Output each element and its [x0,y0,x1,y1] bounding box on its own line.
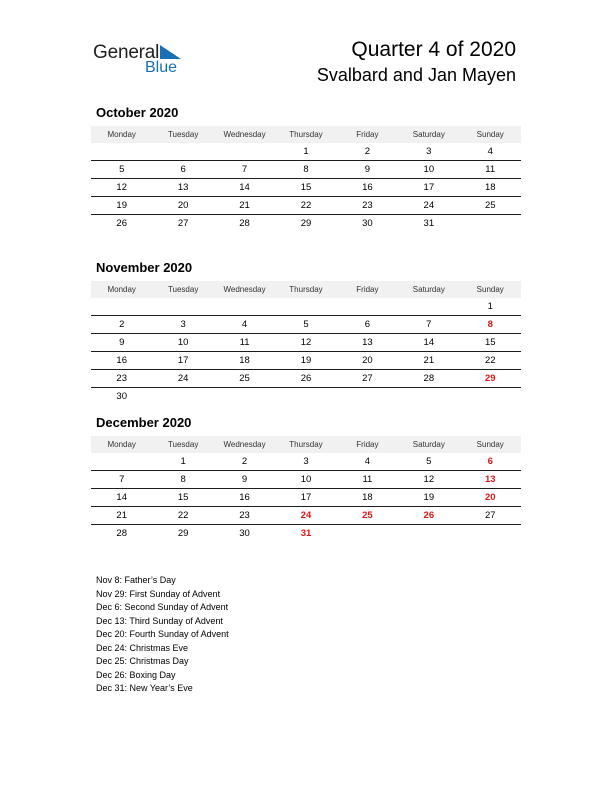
day-cell: 3 [426,146,432,157]
week-row [91,388,521,405]
page-title: Quarter 4 of 2020 [351,38,516,61]
month-title: October 2020 [96,105,179,120]
day-cell: 4 [241,319,248,330]
day-cell: 6 [364,319,371,330]
day-cell: 6 [180,164,186,175]
day-cell: 11 [485,164,496,175]
holiday-note: Dec 20: Fourth Sunday of Advent [96,629,229,639]
day-cell: 24 [177,373,189,384]
day-cell: 17 [177,355,189,366]
day-cell: 30 [239,528,250,539]
weekday-label: Sunday [476,440,504,449]
day-cell: 16 [362,182,373,193]
day-cell: 9 [119,337,125,348]
day-cell: 20 [362,355,373,366]
weekday-header-row [91,281,521,298]
day-cell-holiday: 26 [423,510,435,521]
weekday-label: Tuesday [167,440,199,449]
day-cell-holiday: 13 [484,474,496,485]
holiday-notes [96,574,229,696]
weekday-label: Tuesday [167,285,199,294]
day-cell: 11 [239,337,250,348]
week-row [91,507,521,525]
day-cell: 7 [241,164,248,175]
week-row [91,316,521,334]
logo-triangle-icon [160,42,182,60]
day-cell: 8 [303,164,309,175]
weekday-header-row [91,436,521,453]
weekday-label: Saturday [412,285,445,294]
day-cell: 30 [116,391,127,402]
day-cell: 26 [116,218,127,229]
weekday-label: Thursday [289,130,323,139]
day-cell: 25 [484,200,496,211]
weekday-label: Sunday [476,130,504,139]
day-cell-holiday: 24 [300,510,312,521]
weekday-label: Thursday [289,285,323,294]
day-cell: 15 [300,182,312,193]
weekday-label: Wednesday [223,440,266,449]
day-cell: 1 [180,456,186,467]
month-title: November 2020 [96,260,193,275]
day-cell: 17 [423,182,435,193]
day-cell: 7 [426,319,432,330]
day-cell: 25 [239,373,250,384]
holiday-note: Dec 6: Second Sunday of Advent [96,602,229,612]
day-cell: 19 [300,355,312,366]
day-cell-holiday: 31 [300,528,312,539]
day-cell: 15 [484,337,496,348]
day-cell: 28 [423,373,435,384]
day-cell: 23 [362,200,373,211]
holiday-note: Nov 29: First Sunday of Advent [96,588,221,599]
day-cell: 30 [362,218,373,229]
week-row [91,161,521,179]
day-cell: 16 [239,492,250,503]
day-cell: 11 [362,474,373,485]
weekday-label: Monday [107,130,136,139]
day-cell: 10 [177,337,189,348]
page-subtitle: Svalbard and Jan Mayen [316,65,516,85]
day-cell: 10 [423,164,435,175]
weekday-label: Monday [107,285,136,294]
day-cell: 2 [364,146,371,157]
weekday-label: Friday [356,285,379,294]
day-cell: 24 [423,200,435,211]
day-cell: 7 [119,474,125,485]
day-cell: 28 [116,528,127,539]
day-cell: 5 [119,164,125,175]
week-row [91,179,521,197]
week-row [91,525,521,542]
day-cell: 9 [364,164,371,175]
holiday-note: Nov 8: Father’s Day [96,575,176,585]
month-calendar [91,260,521,405]
week-row [91,215,521,232]
day-cell: 21 [116,510,127,521]
day-cell: 16 [116,355,127,366]
day-cell: 9 [241,474,248,485]
day-cell: 19 [116,200,127,211]
day-cell: 22 [484,355,496,366]
day-cell: 2 [241,456,248,467]
day-cell: 12 [423,474,435,485]
day-cell: 14 [116,492,127,503]
week-row [91,370,521,388]
day-cell: 13 [362,337,373,348]
day-cell: 1 [303,146,309,157]
day-cell: 4 [487,146,493,157]
weekday-label: Tuesday [167,130,199,139]
month-title: December 2020 [96,415,192,430]
weekday-label: Wednesday [223,130,266,139]
week-row [91,489,521,507]
day-cell: 27 [362,373,373,384]
holiday-note: Dec 24: Christmas Eve [96,642,189,653]
week-row [91,197,521,215]
day-cell: 2 [119,319,125,330]
day-cell: 31 [423,218,435,229]
weekday-label: Monday [107,440,136,449]
day-cell: 5 [426,456,432,467]
week-row [91,471,521,489]
week-row [91,453,521,471]
day-cell: 20 [177,200,189,211]
day-cell: 19 [423,492,435,503]
day-cell: 21 [423,355,435,366]
day-cell-holiday: 25 [362,510,373,521]
month-calendar [91,415,521,542]
day-cell: 22 [300,200,312,211]
holiday-note: Dec 13: Third Sunday of Advent [96,615,223,626]
day-cell: 23 [116,373,127,384]
weekday-label: Thursday [289,440,323,449]
week-row [91,334,521,352]
day-cell: 3 [180,319,186,330]
day-cell: 1 [487,301,493,312]
day-cell: 14 [423,337,435,348]
day-cell: 12 [116,182,127,193]
weekday-label: Saturday [412,440,445,449]
weekday-label: Friday [356,440,379,449]
month-calendar [91,105,521,232]
logo-text-general: General [93,42,160,63]
week-row [91,143,521,161]
weekday-label: Friday [356,130,379,139]
day-cell-holiday: 29 [484,373,496,384]
day-cell: 15 [177,492,189,503]
day-cell: 28 [239,218,250,229]
day-cell-holiday: 8 [487,319,493,330]
day-cell: 14 [239,182,250,193]
weekday-label: Saturday [412,130,445,139]
day-cell: 4 [364,456,371,467]
weekday-label: Wednesday [223,285,266,294]
day-cell-holiday: 20 [484,492,496,503]
day-cell: 27 [484,510,496,521]
day-cell: 18 [239,355,250,366]
day-cell-holiday: 6 [487,456,493,467]
day-cell: 29 [177,528,189,539]
week-row [91,352,521,370]
day-cell: 8 [180,474,186,485]
generalblue-logo [93,40,188,80]
logo-text-blue: Blue [145,59,178,76]
day-cell: 27 [177,218,189,229]
day-cell: 17 [300,492,312,503]
day-cell: 18 [484,182,496,193]
day-cell: 5 [303,319,309,330]
day-cell: 18 [362,492,373,503]
day-cell: 13 [177,182,189,193]
weekday-header-row [91,126,521,143]
day-cell: 21 [239,200,250,211]
day-cell: 23 [239,510,250,521]
day-cell: 22 [177,510,189,521]
holiday-note: Dec 26: Boxing Day [96,669,176,680]
holiday-note: Dec 25: Christmas Day [96,656,189,666]
week-row [91,298,521,316]
holiday-note: Dec 31: New Year’s Eve [96,683,193,693]
day-cell: 3 [303,456,309,467]
day-cell: 26 [300,373,312,384]
weekday-label: Sunday [476,285,504,294]
day-cell: 12 [300,337,312,348]
day-cell: 29 [300,218,312,229]
day-cell: 10 [300,474,312,485]
